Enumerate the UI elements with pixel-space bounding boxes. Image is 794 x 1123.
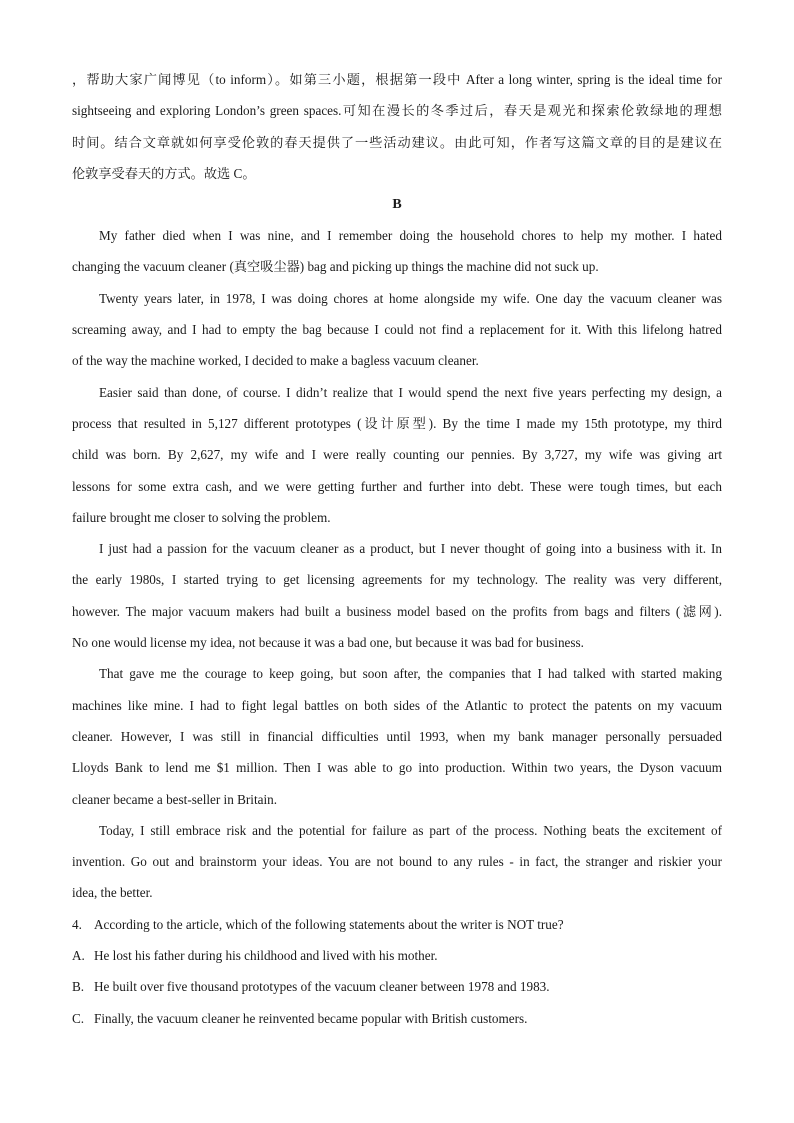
paragraph-line: I just had a passion for the vacuum cleaner as a product, but I never thought of going into a business with it. In [99,541,722,557]
paragraph-4 [72,533,722,658]
paragraph-line: No one would license my idea, not because it was a bad one, but because it was bad for business. [72,635,584,651]
paragraph-line: cleaner became a best-seller in Britain. [72,791,278,807]
option-text: He lost his father during his childhood and lived with his mother. [94,948,438,964]
paragraph-line: lessons for some extra cash, and we were getting further and further into debt. These were tough times, but each [72,478,722,494]
paragraph-line: That gave me the courage to keep going, but soon after, the companies that I had talked with started making [99,666,722,682]
paragraph-line: Today, I still embrace risk and the potential for failure as part of the process. Nothing beats the excitement of [99,822,722,838]
paragraph-line: idea, the better. [72,885,153,901]
paragraph-6 [72,815,722,909]
paragraph-line: My father died when I was nine, and I remember doing the household chores to help my mother. I hated [99,228,722,244]
paragraph-5 [72,658,722,814]
paragraph-line: machines like mine. I had to fight legal battles on both sides of the Atlantic to protect the patents on my vacuum [72,697,722,713]
paragraph-2 [72,283,722,377]
paragraph-line: Lloyds Bank to lend me $1 million. Then I was able to go into production. Within two years, the Dyson vacuum [72,760,722,776]
option-label: A. [72,948,85,964]
paragraph-line: cleaner. However, I was still in financial difficulties until 1993, when my bank manager personally persuaded [72,728,722,744]
paragraph-line: child was born. By 2,627, my wife and I were really counting our pennies. By 3,727, my wife was giving art [72,447,722,463]
intro-line: ，帮助大家广闻博见（to inform）。如第三小题，根据第一段中 After a long winter, spring is the ideal time for [72,72,722,87]
paragraph-line: Easier said than done, of course. I didn’t realize that I would spend the next five years perfecting my design, a [99,384,722,400]
document-page [72,64,722,1034]
paragraph-line: Twenty years later, in 1978, I was doing chores at home alongside my wife. One day the vacuum cleaner was [99,290,722,306]
paragraph-3 [72,377,722,533]
section-heading: B [392,197,402,213]
option-a [72,940,722,971]
paragraph-line: failure brought me closer to solving the problem. [72,509,331,525]
intro-line: sightseeing and exploring London’s green spaces.可知在漫长的冬季过后，春天是观光和探索伦敦绿地的理想 [72,103,722,119]
option-c [72,1003,722,1034]
question-text: According to the article, which of the following statements about the writer is NOT true? [94,916,564,932]
option-label: C. [72,1010,85,1026]
paragraph-line: the early 1980s, I started trying to get licensing agreements for my technology. The reality was very different, [72,572,722,588]
paragraph-line: process that resulted in 5,127 different prototypes (设计原型). By the time I made my 15th prototype, my third [72,415,722,431]
option-text: He built over five thousand prototypes of the vacuum cleaner between 1978 and 1983. [94,979,550,995]
paragraph-line: invention. Go out and brainstorm your ideas. You are not bound to any rules - in fact, the stranger and riskier your [72,854,722,870]
question-line [72,909,722,940]
paragraph-line: changing the vacuum cleaner (真空吸尘器) bag and picking up things the machine did not suck up. [72,259,599,275]
question-number: 4. [72,916,82,932]
question-block [72,909,722,1034]
option-b [72,971,722,1002]
intro-explanation [72,64,722,189]
paragraph-line: however. The major vacuum makers had built a business model based on the profits from bags and filters (滤网). [72,603,722,619]
intro-line: 伦敦享受春天的方式。故选 C。 [72,165,256,181]
paragraph-1 [72,220,722,283]
option-text: Finally, the vacuum cleaner he reinvented became popular with British customers. [94,1010,528,1026]
paragraph-line: of the way the machine worked, I decided to make a bagless vacuum cleaner. [72,353,479,369]
article-body [72,220,722,909]
intro-line: 时间。结合文章就如何享受伦敦的春天提供了一些活动建议。由此可知，作者写这篇文章的目的是建议在 [72,134,722,150]
paragraph-line: screaming away, and I had to empty the bag because I could not find a replacement for it. With this lifelong hatred [72,322,722,338]
option-label: B. [72,979,85,995]
